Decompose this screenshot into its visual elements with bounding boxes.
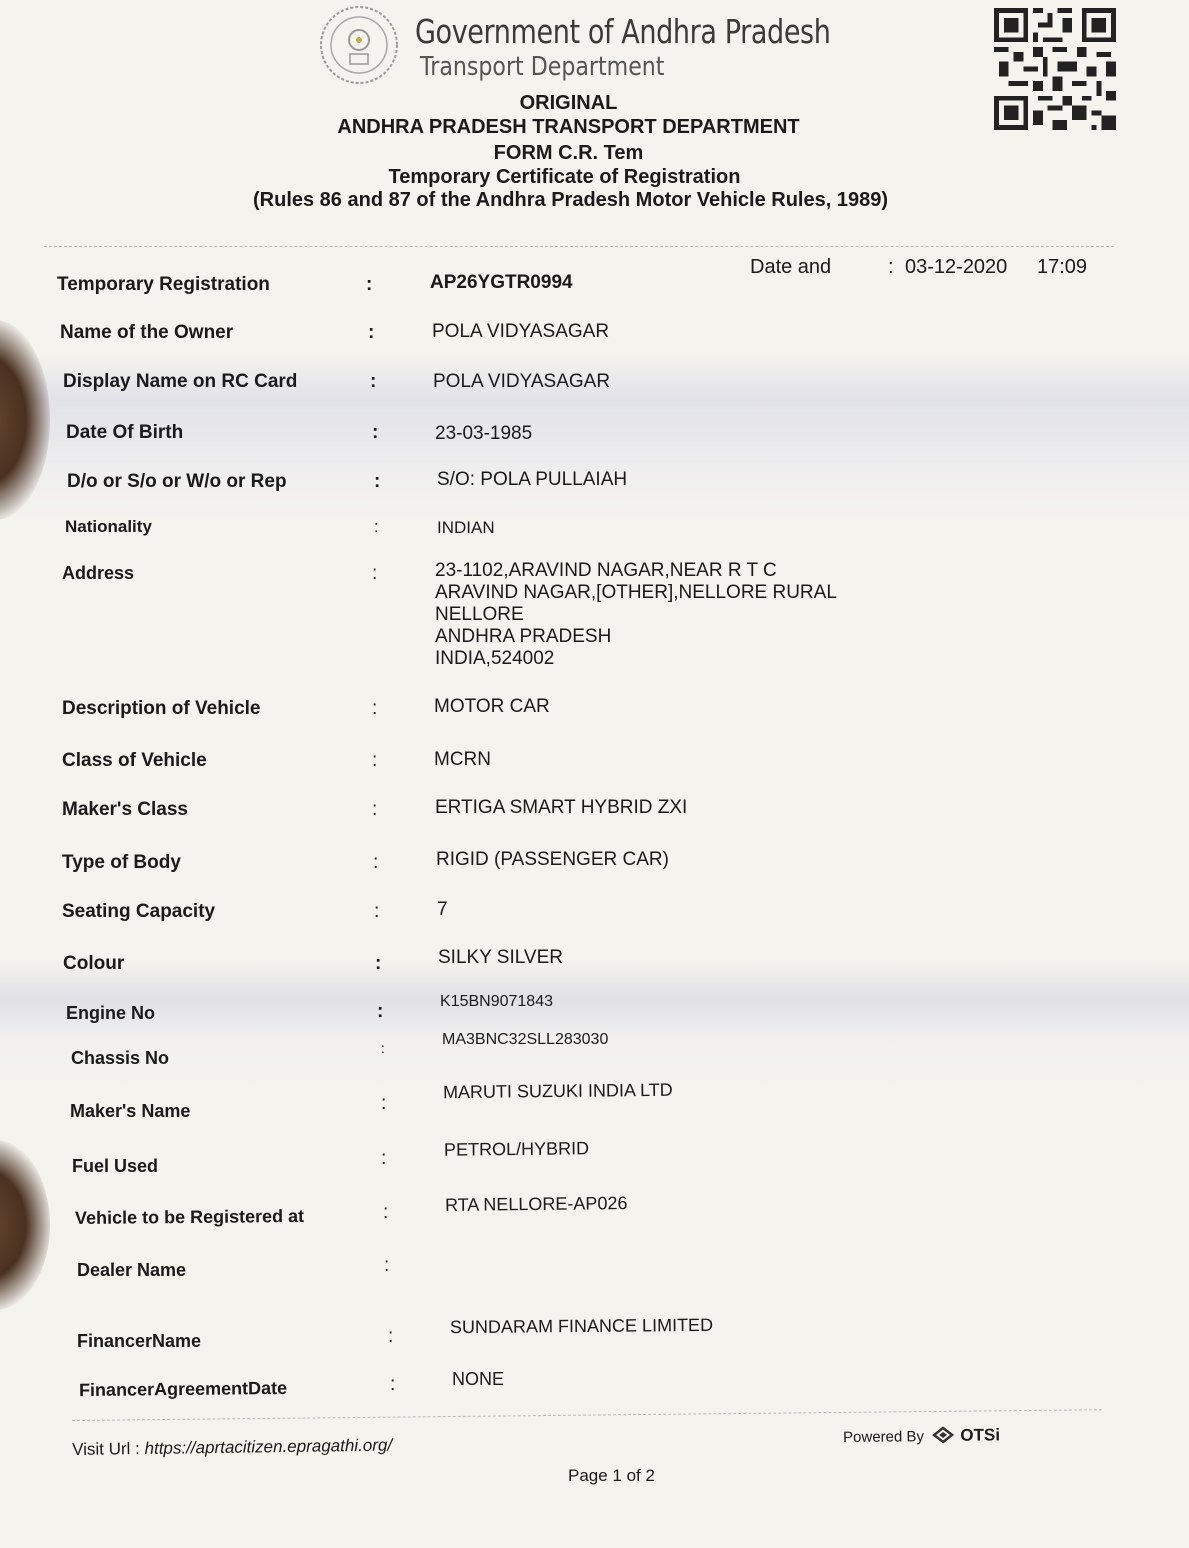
field-colon: : bbox=[381, 1040, 385, 1056]
field-colon: : bbox=[368, 322, 375, 343]
field-label: Dealer Name bbox=[77, 1260, 187, 1280]
field-colon: : bbox=[381, 1148, 387, 1169]
field-colon: : bbox=[384, 1255, 390, 1276]
visit-url-label: Visit Url : bbox=[72, 1439, 140, 1459]
field-colon: : bbox=[370, 371, 377, 392]
field-value: K15BN9071843 bbox=[440, 993, 553, 1010]
field-value: MOTOR CAR bbox=[434, 696, 550, 717]
time-value: 17:09 bbox=[1037, 256, 1088, 278]
field-label: Chassis No bbox=[71, 1048, 170, 1068]
field-value: 7 bbox=[437, 899, 448, 920]
field-label: Seating Capacity bbox=[62, 901, 216, 922]
date-colon: : bbox=[888, 256, 894, 278]
field-label: Display Name on RC Card bbox=[63, 371, 298, 392]
field-label: Temporary Registration bbox=[57, 274, 270, 295]
field-colon: : bbox=[372, 422, 379, 443]
brand-name: OTSi bbox=[960, 1425, 1001, 1445]
field-colon: : bbox=[374, 517, 379, 536]
field-label: Class of Vehicle bbox=[62, 750, 207, 771]
header-department: ANDHRA PRADESH TRANSPORT DEPARTMENT bbox=[337, 116, 800, 138]
header-form: FORM C.R. Tem bbox=[493, 142, 644, 164]
field-label: Colour bbox=[63, 953, 125, 974]
field-colon: : bbox=[366, 274, 373, 295]
field-colon: : bbox=[373, 852, 379, 873]
field-colon: : bbox=[372, 799, 378, 820]
address-line: ANDHRA PRADESH bbox=[435, 626, 612, 647]
powered-by-label: Powered By bbox=[843, 1428, 925, 1446]
field-colon: : bbox=[374, 901, 380, 922]
field-value: PETROL/HYBRID bbox=[443, 1138, 590, 1160]
field-value: MA3BNC32SLL283030 bbox=[442, 1031, 609, 1048]
field-colon: : bbox=[377, 1001, 384, 1022]
field-value: MARUTI SUZUKI INDIA LTD bbox=[442, 1079, 673, 1103]
divider bbox=[44, 246, 1114, 247]
address-line: ARAVIND NAGAR,[OTHER],NELLORE RURAL bbox=[435, 582, 837, 603]
government-title: Government of Andhra Pradesh bbox=[415, 12, 831, 51]
field-label: Maker's Class bbox=[62, 799, 188, 820]
field-colon: : bbox=[390, 1374, 396, 1395]
field-colon: : bbox=[374, 471, 381, 492]
field-value: RTA NELLORE-AP026 bbox=[444, 1193, 628, 1215]
field-value: POLA VIDYASAGAR bbox=[433, 371, 611, 392]
field-label: Type of Body bbox=[62, 852, 181, 873]
field-label: Date Of Birth bbox=[66, 422, 184, 443]
date-value: 03-12-2020 bbox=[905, 256, 1008, 278]
address-block bbox=[435, 560, 837, 670]
powered-by bbox=[843, 1425, 1000, 1447]
field-label: Description of Vehicle bbox=[62, 698, 261, 719]
field-colon: : bbox=[383, 1202, 389, 1223]
date-label: Date and bbox=[750, 256, 832, 278]
address-line: 23-1102,ARAVIND NAGAR,NEAR R T C bbox=[435, 560, 777, 581]
address-line: INDIA,524002 bbox=[435, 648, 555, 669]
visit-url-link[interactable]: https://aprtacitizen.epragathi.org/ bbox=[144, 1435, 393, 1458]
field-colon: : bbox=[372, 750, 378, 771]
field-label: Name of the Owner bbox=[60, 322, 234, 343]
field-value: SUNDARAM FINANCE LIMITED bbox=[449, 1314, 714, 1338]
header-certificate-title: Temporary Certificate of Registration bbox=[388, 166, 741, 188]
field-label: Nationality bbox=[65, 517, 152, 536]
field-value: S/O: POLA PULLAIAH bbox=[437, 469, 628, 490]
field-value: INDIAN bbox=[437, 518, 495, 537]
field-value: RIGID (PASSENGER CAR) bbox=[436, 849, 669, 870]
field-label: Vehicle to be Registered at bbox=[74, 1206, 305, 1228]
field-label: FinancerAgreementDate bbox=[78, 1377, 288, 1401]
field-colon: : bbox=[388, 1326, 394, 1347]
field-colon: : bbox=[375, 953, 382, 974]
address-line: NELLORE bbox=[435, 604, 524, 625]
page-number: Page 1 of 2 bbox=[568, 1466, 655, 1485]
field-value: 23-03-1985 bbox=[435, 423, 533, 444]
field-label: Fuel Used bbox=[72, 1156, 159, 1176]
otsi-logo-icon bbox=[932, 1426, 954, 1444]
field-label: FinancerName bbox=[77, 1331, 202, 1351]
field-colon: : bbox=[372, 698, 378, 719]
field-label: D/o or S/o or W/o or Rep bbox=[67, 471, 287, 492]
field-value: MCRN bbox=[434, 749, 491, 770]
field-value: ERTIGA SMART HYBRID ZXI bbox=[435, 797, 688, 818]
field-value: NONE bbox=[452, 1369, 505, 1389]
field-value: AP26YGTR0994 bbox=[430, 272, 573, 293]
field-colon: : bbox=[381, 1093, 387, 1114]
field-value: SILKY SILVER bbox=[438, 947, 563, 968]
header-original: ORIGINAL bbox=[519, 92, 618, 114]
state-emblem-icon bbox=[318, 4, 400, 86]
field-label: Engine No bbox=[66, 1003, 155, 1023]
field-label: Address bbox=[62, 563, 135, 583]
field-label: Maker's Name bbox=[70, 1101, 191, 1121]
field-colon: : bbox=[372, 563, 378, 584]
department-subtitle: Transport Department bbox=[420, 52, 665, 82]
header-rules: (Rules 86 and 87 of the Andhra Pradesh Motor Vehicle Rules, 1989) bbox=[253, 189, 888, 211]
field-value: POLA VIDYASAGAR bbox=[432, 321, 610, 342]
